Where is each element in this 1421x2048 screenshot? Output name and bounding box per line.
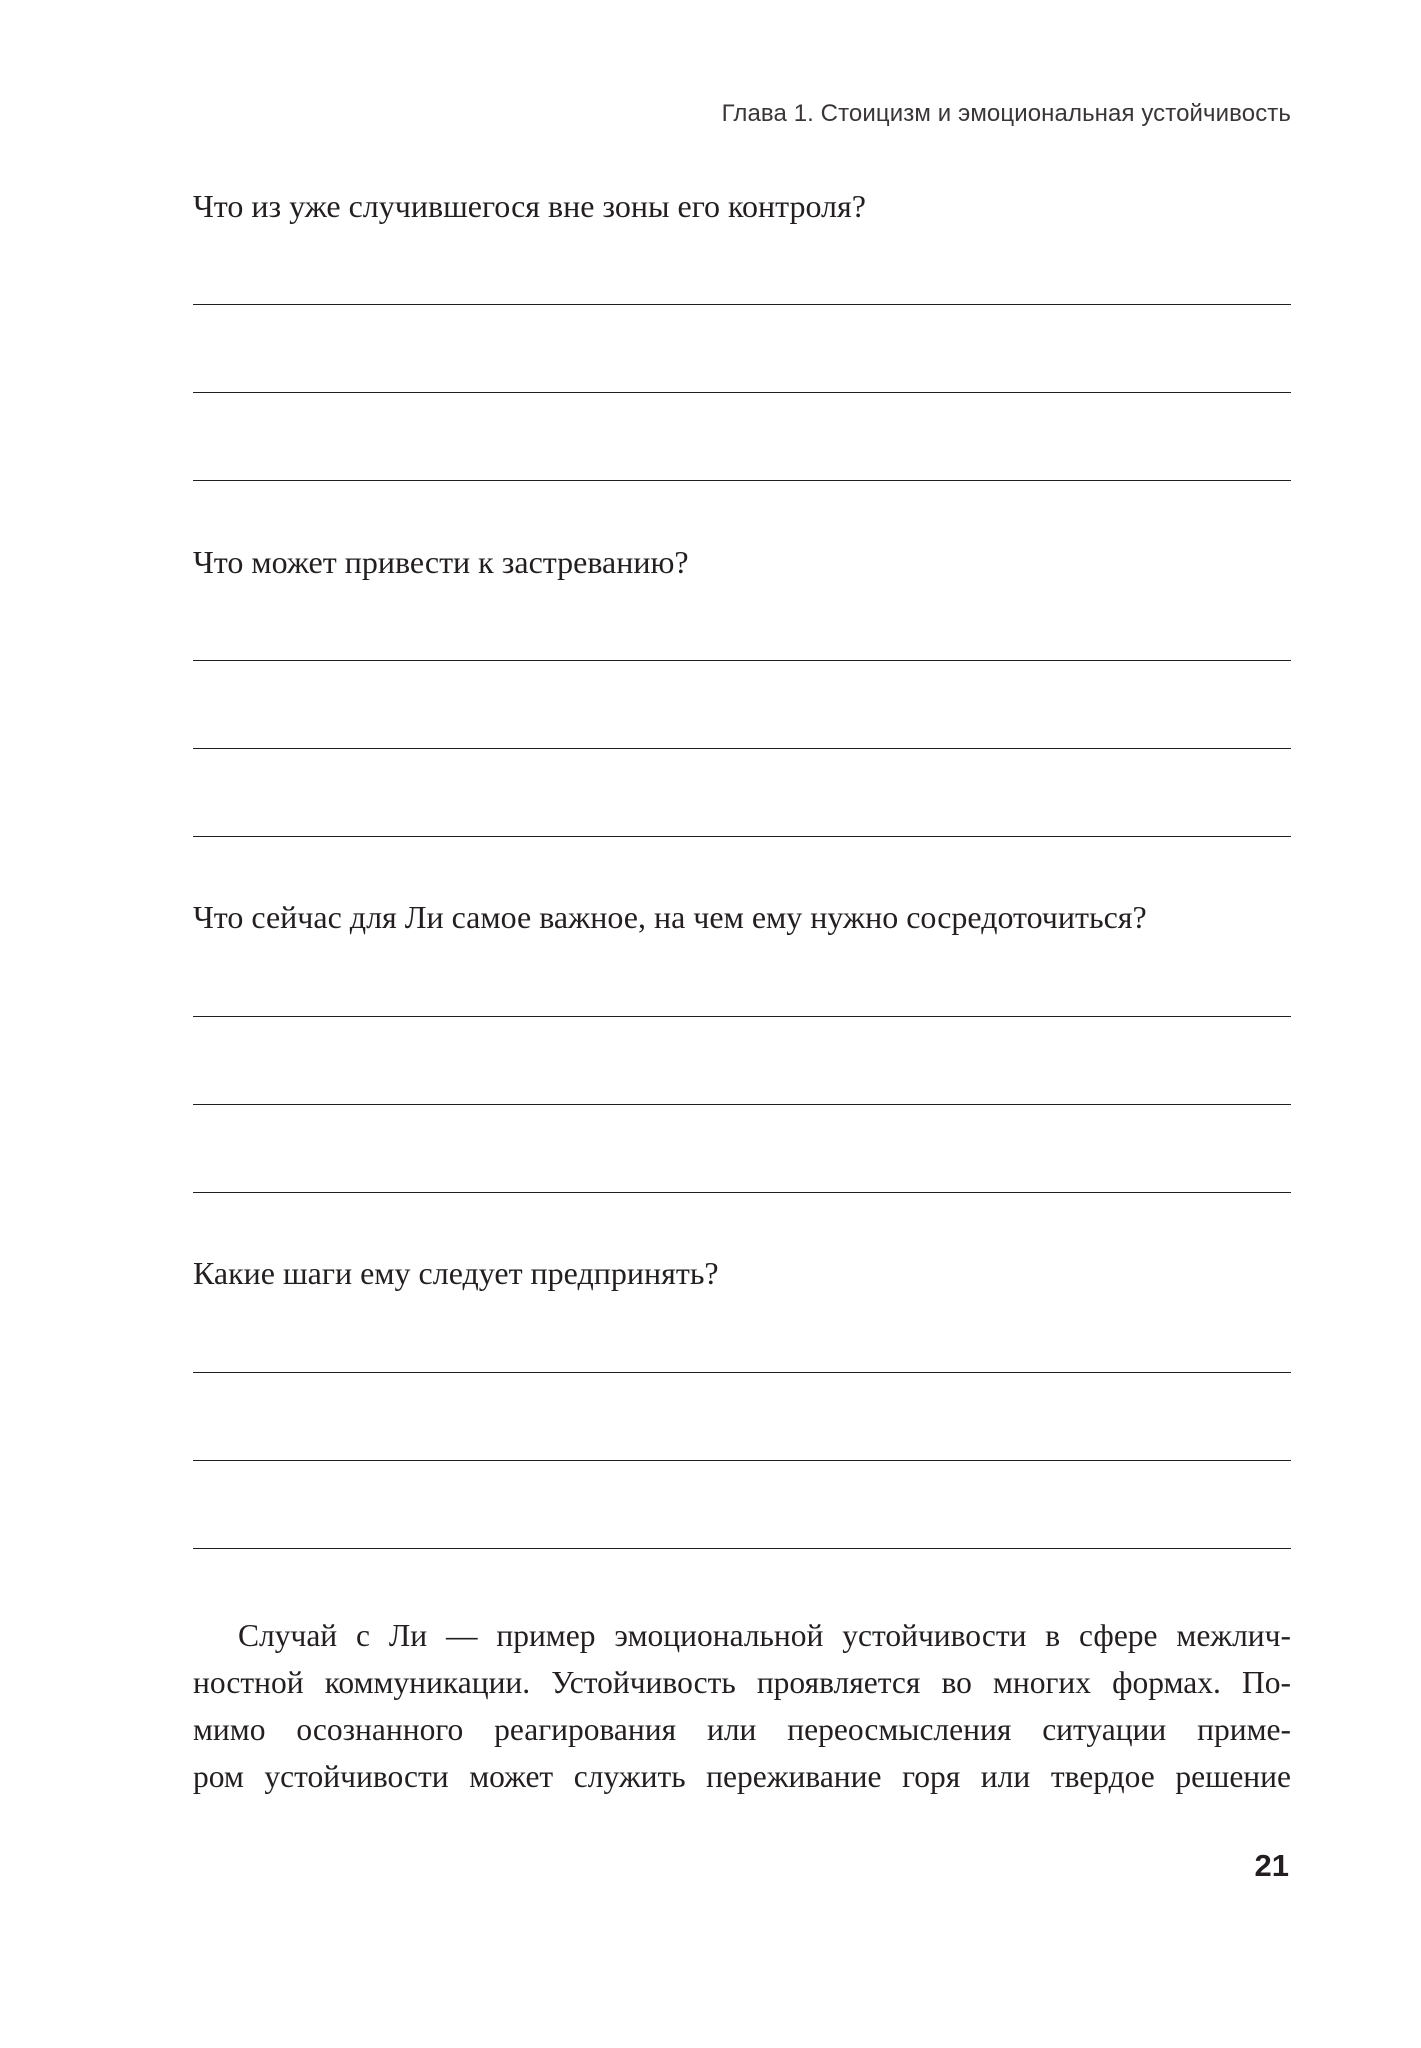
running-header: Глава 1. Стоицизм и эмоциональная устойчивость — [721, 100, 1291, 127]
answer-line[interactable] — [193, 304, 1291, 305]
answer-line[interactable] — [193, 748, 1291, 749]
question-2: Что может привести к застреванию? — [193, 544, 689, 580]
answer-line[interactable] — [193, 480, 1291, 481]
question-3: Что сейчас для Ли самое важное, на чем ему нужно сосредоточиться? — [193, 899, 1147, 935]
body-paragraph — [193, 1612, 1291, 1800]
answer-line[interactable] — [193, 392, 1291, 393]
answer-line[interactable] — [193, 1372, 1291, 1373]
paragraph-line: ром устойчивости может служить переживание горя или твердое решение — [193, 1759, 1291, 1794]
answer-line[interactable] — [193, 1460, 1291, 1461]
paragraph-line: ностной коммуникации. Устойчивость проявляется во многих формах. По- — [193, 1665, 1291, 1700]
answer-line[interactable] — [193, 1016, 1291, 1017]
answer-line[interactable] — [193, 1104, 1291, 1105]
paragraph-line: Случай с Ли — пример эмоциональной устойчивости в сфере межлич- — [238, 1618, 1291, 1653]
paragraph-line: мимо осознанного реагирования или переосмысления ситуации приме- — [193, 1712, 1291, 1747]
answer-line[interactable] — [193, 836, 1291, 837]
page-number: 21 — [1254, 1848, 1289, 1883]
question-1: Что из уже случившегося вне зоны его контроля? — [193, 188, 866, 224]
answer-line[interactable] — [193, 1192, 1291, 1193]
answer-line[interactable] — [193, 1548, 1291, 1549]
question-4: Какие шаги ему следует предпринять? — [193, 1255, 719, 1291]
answer-line[interactable] — [193, 660, 1291, 661]
